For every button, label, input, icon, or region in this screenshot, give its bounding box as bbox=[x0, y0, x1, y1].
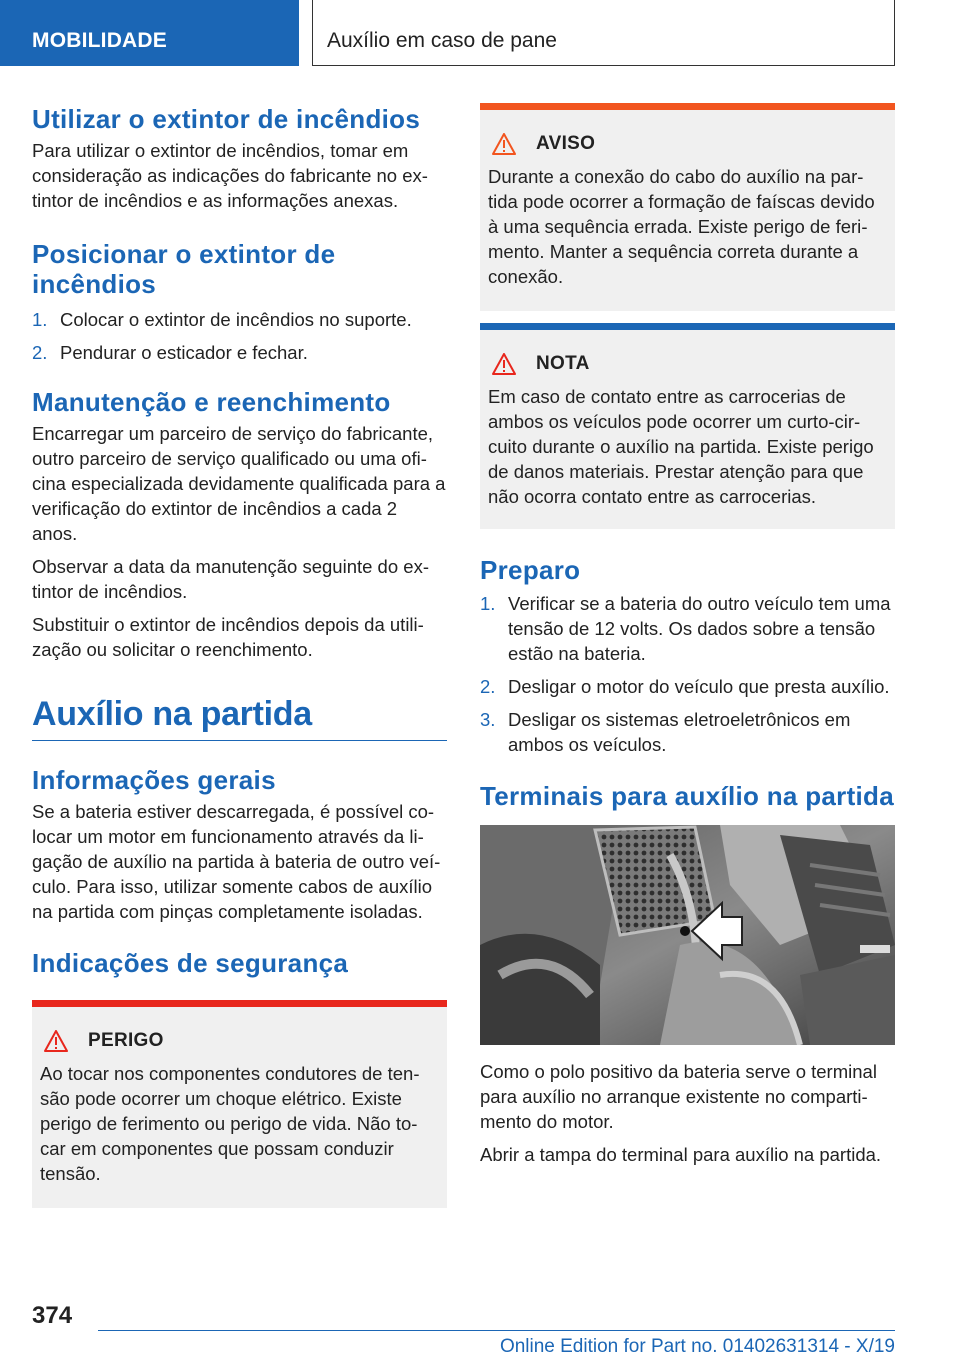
step-number: 1. bbox=[32, 309, 48, 330]
list-item bbox=[32, 340, 447, 365]
note-label: NOTA bbox=[536, 353, 590, 374]
note-box bbox=[480, 323, 895, 529]
page-header bbox=[0, 0, 960, 66]
step-text: Desligar o motor do veículo que presta auxílio. bbox=[508, 676, 890, 697]
maintenance-text-1: Encarregar um parceiro de serviço do fabricante, outro parceiro de serviço qualificado ou uma oficina especializada devidamente qualificada para a verificação do extintor de incêndios a cada 2 anos. bbox=[32, 423, 446, 544]
use-extinguisher-text: Para utilizar o extintor de incêndios, tomar em consideração as indicações do fabricante no extintor de incêndios e as informações anexas. bbox=[32, 140, 428, 211]
note-box-header bbox=[488, 352, 881, 376]
step-number: 3. bbox=[480, 709, 496, 730]
step-number: 2. bbox=[32, 342, 48, 363]
preparation-steps bbox=[480, 591, 895, 757]
heading-safety: Indicações de segurança bbox=[32, 948, 349, 978]
engine-bay-photo bbox=[480, 825, 895, 1045]
footer-rule bbox=[98, 1330, 895, 1331]
chapter-header-title: Auxílio em caso de pane bbox=[312, 0, 895, 66]
maintenance-text-3: Substituir o extintor de incêndios depois da utilização ou solicitar o reenchimento. bbox=[32, 614, 424, 660]
warning-box-header bbox=[488, 132, 881, 156]
left-column bbox=[32, 100, 447, 1208]
chapter-heading-wrap bbox=[32, 694, 447, 741]
warning-triangle-icon bbox=[44, 1030, 68, 1052]
step-text: Colocar o extintor de incêndios no suporte. bbox=[60, 309, 412, 330]
section-tab[interactable]: MOBILIDADE bbox=[0, 0, 299, 66]
terminal-text-2: Abrir a tampa do terminal para auxílio na partida. bbox=[480, 1144, 882, 1165]
step-number: 1. bbox=[480, 593, 496, 614]
page-number: 374 bbox=[32, 1302, 73, 1329]
warning-label: AVISO bbox=[536, 133, 596, 154]
heading-preparation: Preparo bbox=[480, 555, 581, 585]
footer-edition[interactable]: Online Edition for Part no. 01402631314 - X/19 bbox=[499, 1336, 895, 1357]
list-item bbox=[480, 591, 895, 666]
heading-maintenance: Manutenção e reenchimento bbox=[32, 387, 391, 417]
warning-triangle-icon bbox=[492, 133, 516, 155]
position-steps bbox=[32, 307, 447, 365]
engine-bay-illustration bbox=[480, 825, 895, 1045]
heading-jump-terminals: Terminais para auxílio na partida bbox=[480, 781, 894, 811]
warning-box bbox=[480, 103, 895, 311]
warning-text: Durante a conexão do cabo do auxílio na partida pode ocorrer a formação de faíscas devido à uma sequência errada. Existe perigo de ferimento. Manter a sequência correta durante a conexão. bbox=[488, 166, 875, 287]
heading-use-extinguisher: Utilizar o extintor de incêndios bbox=[32, 104, 421, 134]
danger-box-header bbox=[40, 1029, 433, 1053]
step-text: Desligar os sistemas eletroeletrônicos em ambos os veículos. bbox=[508, 709, 851, 755]
danger-box bbox=[32, 1000, 447, 1208]
step-number: 2. bbox=[480, 676, 496, 697]
chapter-title: Auxílio na partida bbox=[32, 695, 312, 733]
maintenance-text-2: Observar a data da manutenção seguinte do extintor de incêndios. bbox=[32, 556, 429, 602]
heading-position-extinguisher: Posicionar o extintor de incêndios bbox=[32, 239, 336, 299]
step-text: Pendurar o esticador e fechar. bbox=[60, 342, 308, 363]
general-info-text: Se a bateria estiver descarregada, é possível colocar um motor em funcionamento através da ligação de auxílio na partida à bateria de outro veículo. Para isso, utilizar somente cabos de auxílio na partida com pinças completamente isoladas. bbox=[32, 801, 441, 922]
note-text: Em caso de contato entre as carrocerias de ambos os veículos pode ocorrer um curto-circuito durante o auxílio na partida. Existe perigo de danos materiais. Prestar atenção para que não ocorra contato entre as carrocerias. bbox=[488, 386, 874, 507]
right-column bbox=[480, 103, 895, 1167]
list-item bbox=[480, 707, 895, 757]
danger-text: Ao tocar nos componentes condutores de tensão pode ocorrer um choque elétrico. Existe perigo de ferimento ou perigo de vida. Não tocar em componentes que possam conduzir tensão. bbox=[40, 1063, 420, 1184]
heading-general-info: Informações gerais bbox=[32, 765, 276, 795]
list-item bbox=[480, 674, 895, 699]
step-text: Verificar se a bateria do outro veículo tem uma tensão de 12 volts. Os dados sobre a tensão estão na bateria. bbox=[508, 593, 891, 664]
warning-triangle-icon bbox=[492, 353, 516, 375]
terminal-text-1: Como o polo positivo da bateria serve o terminal para auxílio no arranque existente no compartimento do motor. bbox=[480, 1061, 877, 1132]
danger-label: PERIGO bbox=[88, 1030, 164, 1051]
list-item bbox=[32, 307, 447, 332]
